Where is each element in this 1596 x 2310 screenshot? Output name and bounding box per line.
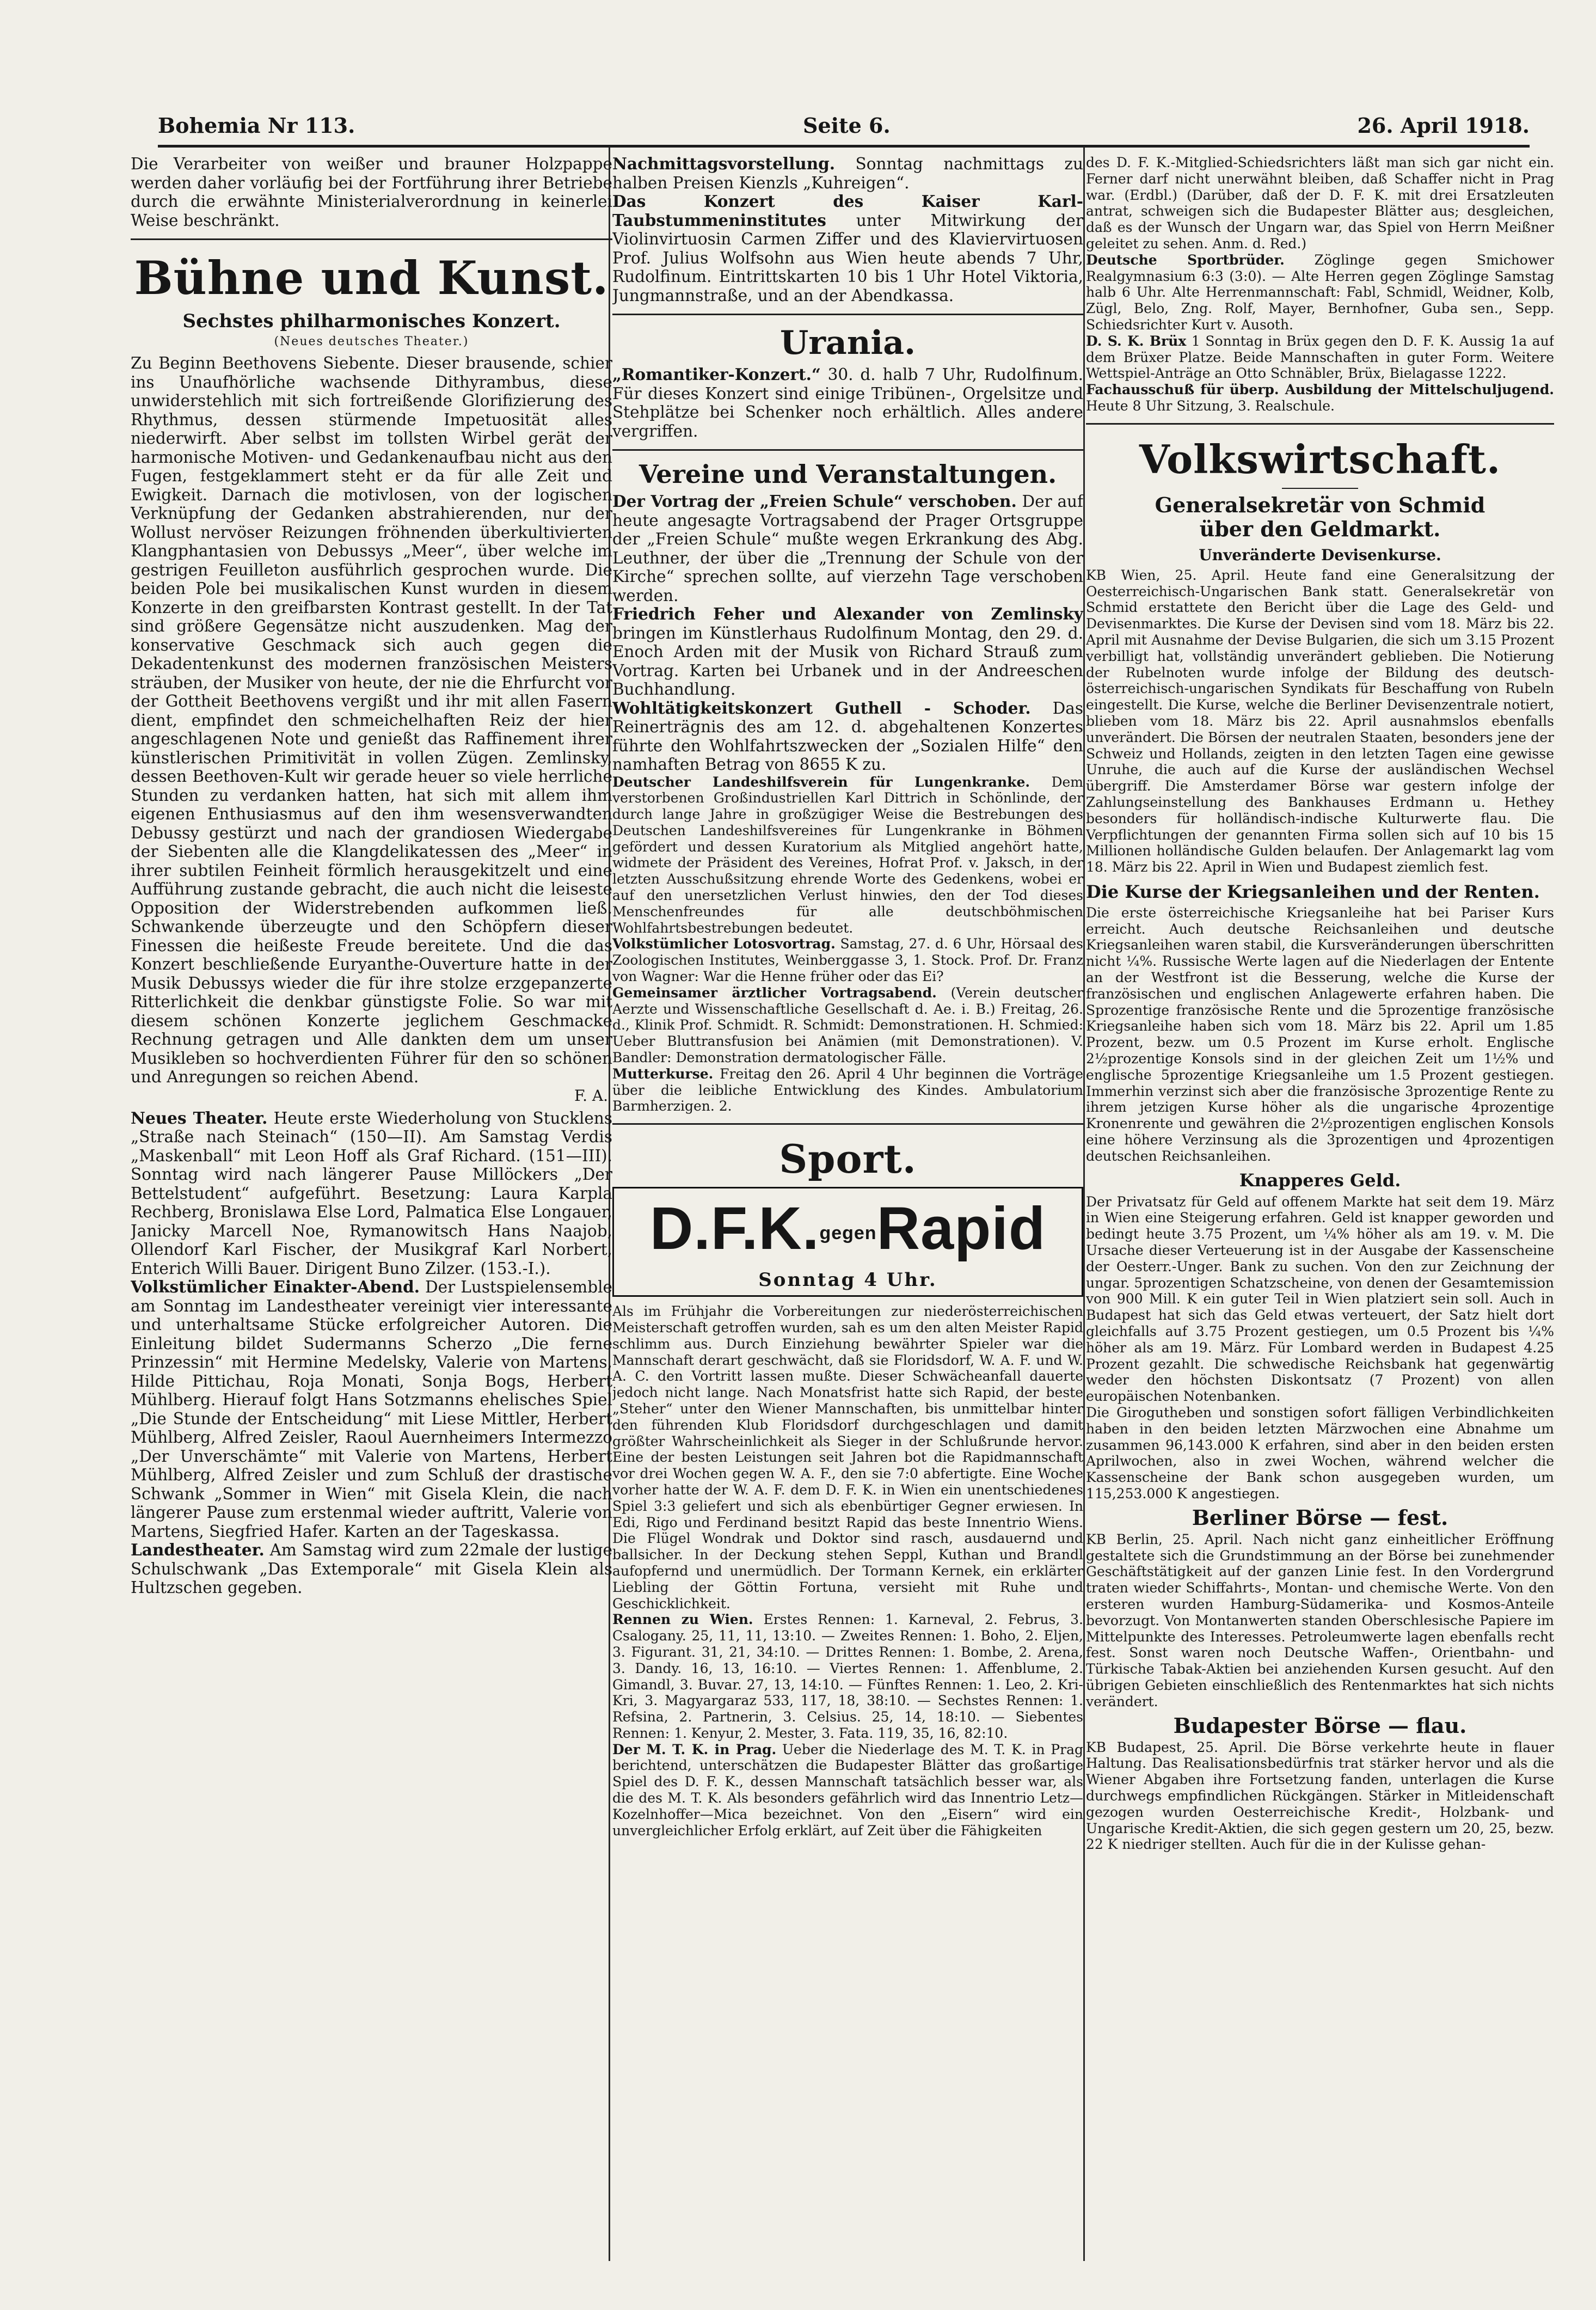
urania-text: 30. d. halb 7 Uhr, Rudolfinum. Für dieses Konzert sind einige Tribünen-, Orgelsitze und Stehplätze bei Schenker noch erhältlich. Alles andere vergriffen. [612, 365, 1083, 440]
einakter-lead: Volkstümlicher Einakter-Abend. [131, 1277, 420, 1296]
generalsekretaer-title-1: Generalsekretär von Schmid [1155, 492, 1485, 517]
sportbrueder-lead: Deutsche Sportbrüder. [1086, 252, 1285, 268]
title-rule-short [1282, 488, 1358, 489]
lotos-notice [612, 936, 1083, 984]
sportbrueder-text: Zöglinge gegen Smichower Realgymnasium 6:3 (3:0). — Alte Herren gegen Zöglinge Samstag halb 6 Uhr. Alte Herrenmannschaft: Fabl, Schmidl, Weidner, Kolb, Zügl, Belo, Zng. Rolf, Mayer, Bernhofner, Guba sen., Sepp. Schiedsrichter Kurt v. Ausoth. [1086, 252, 1554, 333]
ad-date: Sonntag 4 Uhr. [758, 1269, 937, 1291]
knapperes-geld-title: Knapperes Geld. [1239, 1169, 1401, 1191]
intro-paragraph: Die Verarbeiter von weißer und brauner Holzpappe werden daher vorläufig bei der Fortführung ihrer Betriebe durch die erwähnte Ministerialverordnung in keinerlei Weise beschränkt. [131, 155, 612, 230]
fachausschuss-notice [1086, 382, 1554, 414]
nachmittag-notice [612, 155, 1083, 192]
rennen-notice [612, 1612, 1083, 1741]
sport-rule [612, 1123, 1083, 1125]
concert-title: Sechstes philharmonisches Konzert. [182, 310, 561, 332]
theater-text: Heute erste Wiederholung von Stucklens „Straße nach Steinach“ (150—II). Am Samstag Verdis „Maskenball“ mit Leon Hoff als Graf Richard. (151—III). Sonntag wird nach längerer Pause Millöckers „Der Bettelstudent“ aufgeführt. Besetzung: Laura Karpla Rechberg, Bronislawa Else Lord, Palmatica Else Longauer, Janicky Marcell Noe, Rymanowitsch Hans Naajob, Ollendorf Karl Fischer, der Musikgraf Karl Norbert, Enterich Willi Bauer. Dirigent Buno Zilzer. (153.-I.). [131, 1108, 612, 1278]
wohltaetigkeit-lead: Wohltätigkeitskonzert Guthell - Schoder. [612, 698, 1031, 718]
sportbrueder-notice [1086, 252, 1554, 333]
rennen-lead: Rennen zu Wien. [612, 1612, 753, 1628]
taubstummen-lead: Das Konzert des Kaiser Karl-Taubstummeninstitutes [612, 192, 1083, 230]
header-date: 26. April 1918. [1357, 113, 1530, 138]
lotos-lead: Volkstümlicher Lotosvortrag. [612, 936, 836, 952]
mutterkurse-notice [612, 1066, 1083, 1114]
aerzte-lead: Gemeinsamer ärztlicher Vortragsabend. [612, 984, 937, 1001]
fachausschuss-lead: Fachausschuß für überp. Ausbildung der Mittelschuljugend. [1086, 382, 1554, 398]
header-page-number: Seite 6. [803, 113, 891, 138]
taubstummen-notice [612, 192, 1083, 305]
budapester-boerse-article: KB Budapest, 25. April. Die Börse verkehrte heute in flauer Haltung. Das Realisationsbedürfnis trat stärker hervor und als die Wiener Abgaben ihre Fortsetzung fanden, unterlagen die Kurse durchwegs empfindlichen Rückgängen. Stärker in Mitleidenschaft gezogen wurden Oesterreichische Kredit-, Holzbank- und Ungarische Kredit-Aktien, die sich gegen gestern um 20, 25, bezw. 22 K niedriger stellten. Auch für die in der Kulisse gehan- [1086, 1739, 1554, 1853]
kriegsanleihen-article: Die erste österreichische Kriegsanleihe hat bei Pariser Kurs erreicht. Auch deutsche Reichsanleihen und deutsche Kriegsanleihen waren stabil, die Kursveränderungen überschritten nicht ¼%. Russische Werte lagen auf die Niederlagen der Entente an der Westfront ist die Besserung, welche die Kurse der französischen und englischen Anlagewerte erfahren haben. Die Sprozentige französische Rente und die 5prozentige französische Kriegsanleihe haben sich vom 18. März bis 22. April um 1.85 Prozent, bezw. um 0.5 Prozent im Kurse erholt. Englische 2½prozentige Konsols sind in der gleichen Zeit um 1½% und englische 5prozentige Kriegsanleihe um 1.5 Prozent gestiegen. Immerhin verzinst sich aber die französische 3prozentige Rente zu ihrem jetzigen Kurse höher als die ungarische 4prozentige Kronenrente und gewähren die 2½prozentigen englischen Konsols eine höhere Verzinsung als die 3prozentigen und 4prozentigen deutschen Reichsanleihen. [1086, 904, 1554, 1164]
wohltaetigkeit-notice [612, 699, 1083, 774]
landeshilfsverein-notice [612, 774, 1083, 936]
concert-byline: (Neues deutsches Theater.) [274, 335, 469, 348]
budapester-boerse-title: Budapester Börse — flau. [1173, 1713, 1467, 1738]
section-rule [131, 238, 612, 240]
section-title-buehne: Bühne und Kunst. [134, 251, 609, 305]
devisen-subtitle: Unveränderte Devisenkurse. [1199, 546, 1441, 564]
header-issue: Bohemia Nr 113. [158, 113, 355, 138]
ad-headline [619, 1196, 1076, 1266]
concert-review: Zu Beginn Beethovens Siebente. Dieser brausende, schier ins Unaufhörliche wachsende Dithyrambus, diese unwiderstehlich mit sich fortreißende Glorifizierung des Rhythmus, dessen stürmende Impetuosität alles niederwirft. Aber selbst im tollsten Wirbel gerät der harmonische Motiven- und Gedankenaufbau nicht aus den Fugen, festgeklammert steht er da für alle Zeit und Ewigkeit. Darnach die motivlosen, von der logischen Verknüpfung der Gedanken abstrahierenden, nur der Wollust nervöser Reizungen fröhnenden überkultivierten Klangphantasien von Debussys „Meer“, über welche im gestrigen Feuilleton ausführlich gesprochen wurde. Die beiden Pole bei musikalischen Kunst wurden in diesem Konzerte in den greifbarsten Kontrast gestellt. In der Tat sind größere Gegensätze nicht auszudenken. Mag der konservative Geschmack sich auch gegen die Dekadentenkunst des modernen französischen Meisters sträuben, der Musiker von heute, der nie die Ehrfurcht vor der Gottheit Beethovens vergißt und ihr mit allen Fasern dient, empfindet den schmeichelhaften Reiz der hier angeschlagenen Note und genießt das Raffinement ihrer künstlerischen Primitivität in vollen Zügen. Zemlinsky, dessen Beethoven-Kult wir gerade heuer so viele herrliche Stunden zu verdanken hatten, hat sich mit allem ihm eigenen Enthusiasmus auf den ihm wesensverwandten Debussy gestürzt und nach der grandiosen Wiedergabe der Siebenten alle die Klangdelikatessen des „Meer“ in ihrer subtilen Feinheit förmlich herausgekitzelt und eine Aufführung zustande gebracht, die auch nicht die leiseste Opposition der Widerstrebenden aufkommen ließ. Schwankende überzeugte und den Schöpfern dieser Finessen die heißeste Freude bereitete. Und die das Konzert beschließende Euryanthe-Ouverture hatte in der Musik Debussys wieder die für ihre stolze erzgepanzerte Ritterlichkeit die denkbar günstigste Folie. So war mit diesem schönen Konzerte jeglichem Geschmacke Rechnung getragen und Alle dankten dem um unser Musikleben so hochverdienten Führer für den so schönen und Anregungen so reichen Abend. [131, 354, 612, 1086]
vereine-title: Vereine und Veranstaltungen. [639, 459, 1057, 489]
landeshilfsverein-lead: Deutscher Landeshilfsverein für Lungenkranke. [612, 774, 1030, 790]
column-left [131, 155, 612, 2266]
urania-title: Urania. [780, 324, 916, 362]
column-divider-2 [1083, 147, 1085, 2261]
knapperes-geld-article-2: Die Girogutheben und sonstigen sofort fälligen Verbindlichkeiten haben in den beiden letzten Märzwochen eine Abnahme um zusammen 96,143.000 K erfahren, sind aber in den beiden ersten Aprilwochen, also in zwei Wochen, während welcher die Kassenscheine der Bank schon ausgegeben wurden, um 115,253.000 K angestiegen. [1086, 1405, 1554, 1502]
berliner-boerse-article: KB Berlin, 25. April. Nach nicht ganz einheitlicher Eröffnung gestaltete sich die Grundstimmung an der Börse bei zunehmender Geschäftstätigkeit auf der ganzen Linie fest. In den Vordergrund traten wieder Schiffahrts-, Montan- und chemische Werte. Von den ersteren wurden Hamburg-Südamerika- und Kosmos-Anteile bevorzugt. Von Montanwerten standen Oberschlesische Papiere im Mittelpunkte des Interesses. Petroleumwerte lagen ebenfalls recht fest. Sonst waren noch Deutsche Waffen-, Orientbahn- und Türkische Tabak-Aktien bei anziehenden Kursen gesucht. Auf den übrigen Gebieten einschließlich des Rentenmarktes hat sich nichts verändert. [1086, 1531, 1554, 1709]
generalsekretaer-article: KB Wien, 25. April. Heute fand eine Generalsitzung der Oesterreichisch-Ungarischen Bank statt. Generalsekretär von Schmid erstattete den Bericht über die Lage des Geld- und Devisenmarktes. Die Kurse der Devisen sind vom 18. März bis 22. April mit Ausnahme der Devise Bulgarien, die sich um 3.15 Prozent verbilligt hat, vollständig unverändert geblieben. Die Notierung der Rubelnoten wurde infolge der Bildung des deutsch-österreichisch-ungarischen Syndikats für Beschaffung von Rubeln eingestellt. Die Kurse, welche die Berliner Devisenzentrale notiert, blieben vom 18. März bis 22. April ausnahmslos ebenfalls unverändert. Die Börsen der neutralen Staaten, besonders jene der Schweiz und Hollands, zeigten in den letzten Tagen eine gewisse Unruhe, die auch auf die Kurse der ausländischen Wechsel übergriff. Die Amsterdamer Börse war gestern infolge der Zahlungseinstellung des Bankhauses Erdmann u. Hethey besonders für holländisch-indische Kulturwerte flau. Die Verpflichtungen der genannten Firma sollen sich auf 10 bis 15 Millionen holländische Gulden belaufen. Der Anlagemarkt lag vom 18. März bis 22. April in Wien und Budapest ziemlich fest. [1086, 567, 1554, 875]
ad-team-left: D.F.K. [649, 1195, 820, 1263]
schule-notice [612, 492, 1083, 605]
feher-notice [612, 605, 1083, 699]
mutterkurse-text: Freitag den 26. April 4 Uhr beginnen die Vorträge über die leibliche Entwicklung des Kindes. Ambulatorium Barmherzigen. 2. [612, 1065, 1083, 1114]
vereine-rule [612, 449, 1083, 451]
mutterkurse-lead: Mutterkurse. [612, 1065, 714, 1082]
volkswirtschaft-rule [1086, 423, 1554, 425]
concert-signature: F. A. [574, 1086, 608, 1105]
volkswirtschaft-title: Volkswirtschaft. [1139, 436, 1501, 482]
column-middle [612, 155, 1083, 2266]
brux-notice [1086, 333, 1554, 382]
knapperes-geld-article: Der Privatsatz für Geld auf offenem Markte hat seit dem 19. März in Wien eine Steigerung erfahren. Geld ist knapper geworden und bedingt heute 3.75 Prozent, um ¼% höher als am 19. v. M. Die Ursache dieser Verteuerung ist in der Ausgabe der Kassenscheine der Oesterr.-Unger. Bank zu suchen. Von den zur Zeichnung der ungar. 5prozentigen Schatzscheine, von denen der Gesamtemission von 900 Mill. K ein guter Teil in Wien platziert sein soll. Auch in Budapest hat sich das Geld etwas verteuert, der Satz hielt dort gleichfalls auf 3.75 Prozent gestiegen, um 0.5 Prozent bis ¼% höher als am 19. März. Für Lombard werden in Budapest 4.25 Prozent gezahlt. Die schwedische Reichsbank hat gegenwärtig weder den höchsten Diskontsatz (7 Prozent) von allen europäischen Notenbanken. [1086, 1193, 1554, 1405]
fachausschuss-text: Heute 8 Uhr Sitzung, 3. Realschule. [1086, 397, 1335, 414]
generalsekretaer-title-2: über den Geldmarkt. [1199, 516, 1441, 541]
match-advertisement [612, 1187, 1083, 1297]
urania-notice [612, 365, 1083, 440]
page-header [158, 113, 1530, 147]
landestheater-notice [131, 1541, 612, 1597]
feher-lead: Friedrich Feher und Alexander von Zemlinsky [612, 604, 1083, 623]
theater-lead: Neues Theater. [131, 1108, 268, 1128]
theater-notice [131, 1109, 612, 1278]
nachmittag-lead: Nachmittagsvorstellung. [612, 155, 836, 173]
schule-lead: Der Vortrag der „Freien Schule“ verschoben. [612, 492, 1017, 511]
sport-title: Sport. [779, 1136, 917, 1182]
landestheater-text: Am Samstag wird zum 22male der lustige Schulschwank „Das Extemporale“ mit Gisela Klein als Hultzschen gegeben. [131, 1541, 612, 1597]
ad-versus: gegen [819, 1223, 877, 1244]
ad-team-right: Rapid [876, 1195, 1046, 1263]
nachmittag-text: Sonntag nachmittags zu halben Preisen Kienzls „Kuhreigen“. [612, 155, 1083, 192]
taubstummen-text: unter Mitwirkung der Violinvirtuosin Carmen Ziffer und des Klaviervirtuosen Prof. Julius Wolfsohn aus Wien heute abends 7 Uhr, Rudolfinum. Eintrittskarten 10 bis 1 Uhr Hotel Viktoria, Jungmannstraße, und an der Abendkassa. [612, 211, 1083, 305]
rennen-text: Erstes Rennen: 1. Karneval, 2. Februs, 3. Csalogany. 25, 11, 11, 13:10. — Zweites Rennen: 1. Boho, 2. Eljen, 3. Figurant. 31, 21, 34:10. — Drittes Rennen: 1. Bombe, 2. Arena, 3. Dandy. 16, 13, 16:10. — Viertes Rennen: 1. Affenblume, 2. Gimandl, 3. Buvar. 27, 13, 14:10. — Fünftes Rennen: 1. Leo, 2. Kri-Kri, 3. Magyargaraz 533, 117, 18, 38:10. — Sechstes Rennen: 1. Refsina, 2. Partnerin, 3. Celsius. 25, 14, 18:10. — Siebentes Rennen: 1. Kenyur, 2. Mester, 3. Fata. 119, 35, 16, 82:10. [612, 1612, 1083, 1741]
einakter-notice [131, 1278, 612, 1541]
aerzte-notice [612, 985, 1083, 1066]
landestheater-lead: Landestheater. [131, 1540, 265, 1559]
brux-lead: D. S. K. Brüx [1086, 333, 1187, 349]
schule-text: Der auf heute angesagte Vortragsabend der Prager Ortsgruppe der „Freien Schule“ mußte wegen Erkrankung des Abg. Leuthner, der über die „Trennung der Schule von der Kirche“ sprechen sollte, auf vierzehn Tage verschoben werden. [612, 492, 1083, 605]
wohltaetigkeit-text: Das Reinerträgnis des am 12. d. abgehaltenen Konzertes führte den Wohlfahrtszwecken der „Sozialen Hilfe“ den namhaften Betrag von 8655 K zu. [612, 698, 1083, 774]
mtk-text: Ueber die Niederlage des M. T. K. in Prag berichtend, unterschätzen die Budapester Blätter das großartige Spiel des D. F. K., dessen Mannschaft tatsächlich besser war, als die des M. T. K. Als besonders gefährlich wird das Innentrio Letz—Kozelnhoffer—Mica bezeichnet. Von den „Eisern“ wird ein unvergleichlicher Erfolg erklärt, auf Zeit über die Fähigkeiten [612, 1741, 1083, 1839]
mtk-lead: Der M. T. K. in Prag. [612, 1741, 777, 1757]
feher-text: bringen im Künstlerhaus Rudolfinum Montag, den 29. d. Enoch Arden mit der Musik von Richard Strauß zum Vortrag. Karten bei Urbanek und in der Andreeschen Buchhandlung. [612, 623, 1083, 698]
urania-rule [612, 314, 1083, 315]
column-right [1086, 155, 1554, 2266]
continuation-text: des D. F. K.-Mitglied-Schiedsrichters läßt man sich gar nicht ein. Ferner darf nicht unerwähnt bleiben, daß Schaffer nicht in Prag war. (Erdbl.) (Darüber, daß der D. F. K. mit drei Ersatzleuten antrat, schweigen sich die Budapester Blätter aus; desgleichen, daß es der Wunsch der Ungarn war, das Spiel von Herrn Meißner geleitet zu sehen. Anm. d. Red.) [1086, 155, 1554, 252]
brux-text: 1 Sonntag in Brüx gegen den D. F. K. Aussig 1a auf dem Brüxer Platze. Beide Mannschaften in guter Form. Weitere Wettspiel-Anträge an Otto Schnäbler, Brüx, Bielagasse 1222. [1086, 333, 1554, 382]
header-rule [158, 145, 1530, 148]
mtk-notice [612, 1742, 1083, 1839]
urania-lead: „Romantiker-Konzert.“ [612, 365, 821, 384]
aerzte-text: (Verein deutscher Aerzte und Wissenschaftliche Gesellschaft d. Ae. i. B.) Freitag, 26. d., Klinik Prof. Schmidt. R. Schmidt: Demonstrationen. H. Schmied: Ueber Bluttransfusion bei Anämien (mit Demonstrationen). V. Bandler: Demonstration dermatologischer Fälle. [612, 984, 1083, 1066]
landeshilfsverein-text: Dem verstorbenen Großindustriellen Karl Dittrich in Schönlinde, der durch lange Jahre in großzügiger Weise die Bestrebungen des Deutschen Landeshilfsvereines für Lungenkranke in Böhmen gefördert und dessen Kuratorium als Mitglied angehört hatte, widmete der Präsident des Vereines, Hofrat Prof. v. Jaksch, in der letzten Ausschußsitzung ehrende Worte des Gedenkens, wobei er auf den unersetzlichen Verlust hinwies, den der Tod dieses Menschenfreundes für alle deutschböhmischen Wohlfahrtsbestrebungen bedeutet. [612, 774, 1083, 936]
sport-article: Als im Frühjahr die Vorbereitungen zur niederösterreichischen Meisterschaft getroffen wurden, sah es um den alten Meister Rapid schlimm aus. Durch Einziehung bewährter Spieler war die Mannschaft derart geschwächt, daß sie Floridsdorf, W. A. F. und W. A. C. den Vortritt lassen mußte. Dieser Schwächeanfall dauerte jedoch nicht lange. Nach Monatsfrist hatte sich Rapid, der beste „Steher“ unter den Wiener Mannschaften, bis unmittelbar hinter den führenden Klub Floridsdorf durchgeschlagen und damit größter Wahrscheinlichkeit als Sieger in der Schlußrunde hervor. Eine der besten Leistungen seit Jahren bot die Rapidmannschaft vor drei Wochen gegen W. A. F., den sie 7:0 abfertigte. Eine Woche vorher hatte der W. A. F. dem D. F. K. in Wien ein unentschiedenes Spiel 3:3 geliefert und sich als ebenbürtiger Gegner erwiesen. In Edi, Rigo und Ferdinand besitzt Rapid das beste Innentrio Wiens. Die Flügel Wondrak und Doktor sind rasch, ausdauernd und ballsicher. In der Deckung stehen Seppl, Kuthan und Brandl aufopfernd und unermüdlich. Der Tormann Kernek, ein erklärter Liebling der Göttin Fortuna, versieht mit Ruhe und Geschicklichkeit. [612, 1303, 1083, 1612]
einakter-text: Der Lustspielensemble am Sonntag im Landestheater vereinigt vier interessante und unterhaltsame Stücke erfolgreicher Autoren. Die Einleitung bildet Sudermanns Scherzo „Die ferne Prinzessin“ mit Hermine Medelsky, Valerie von Martens, Hilde Pittichau, Roja Monati, Sonja Bogs, Herbert Mühlberg. Hierauf folgt Hans Sotzmanns ehelisches Spiel „Die Stunde der Entscheidung“ mit Liese Mittler, Herbert Mühlberg, Alfred Zeisler, Raoul Auernheimers Intermezzo „Der Unverschämte“ mit Valerie von Martens, Herbert Mühlberg, Alfred Zeisler und zum Schluß der drastische Schwank „Sommer in Wien“ mit Gisela Klein, die nach längerer Pause zum erstenmal wieder auftritt, Valerie von Martens, Siegfried Hafer. Karten an der Tageskassa. [131, 1278, 612, 1541]
berliner-boerse-title: Berliner Börse — fest. [1192, 1505, 1448, 1530]
kriegsanleihen-title: Die Kurse der Kriegsanleihen und der Renten. [1086, 881, 1540, 902]
lotos-text: Samstag, 27. d. 6 Uhr, Hörsaal des Zoologischen Institutes, Weinberggasse 3, 1. Stock. Prof. Dr. Franz von Wagner: War die Henne früher oder das Ei? [612, 936, 1083, 985]
